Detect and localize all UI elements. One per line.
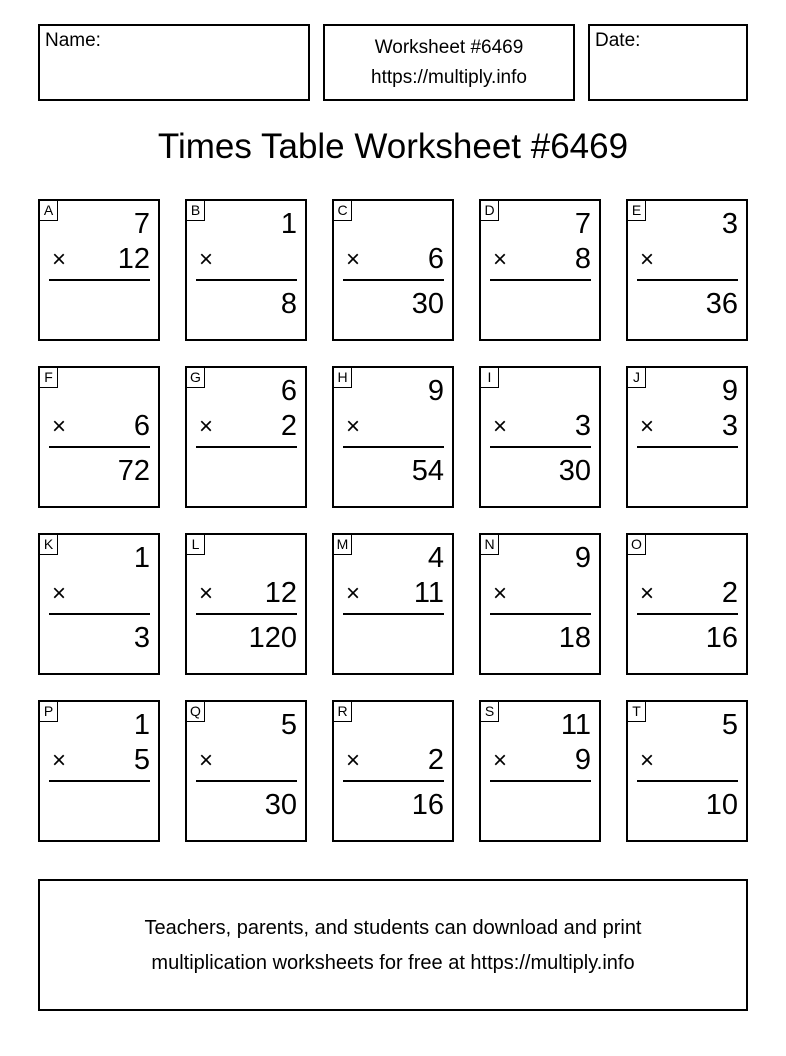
footer-line-1: Teachers, parents, and students can download and print — [144, 917, 642, 939]
date-label: Date: — [595, 30, 641, 51]
multiplicand: 9 — [427, 375, 444, 407]
answer-rule — [49, 279, 150, 281]
problem-box — [332, 700, 454, 842]
product: 30 — [411, 288, 444, 320]
name-label: Name: — [45, 30, 101, 51]
problem-label: F — [40, 368, 58, 388]
answer-rule — [196, 780, 297, 782]
answer-rule — [196, 613, 297, 615]
answer-rule — [637, 279, 738, 281]
problem-box — [479, 533, 601, 675]
problem-label: H — [334, 368, 352, 388]
multiplicand: 3 — [721, 208, 738, 240]
problem-box — [185, 533, 307, 675]
answer-rule — [490, 613, 591, 615]
problem-label: B — [187, 201, 205, 221]
problem-box — [185, 700, 307, 842]
multiplicand: 1 — [280, 208, 297, 240]
times-sign: × — [640, 747, 655, 774]
problem-label: M — [334, 535, 352, 555]
problem-box — [626, 199, 748, 341]
multiplier: 8 — [574, 243, 591, 275]
problem-label: T — [628, 702, 646, 722]
product: 3 — [133, 622, 150, 654]
times-sign: × — [199, 747, 214, 774]
problem-label: P — [40, 702, 58, 722]
multiplicand: 7 — [574, 208, 591, 240]
answer-rule — [490, 446, 591, 448]
page-title: Times Table Worksheet #6469 — [157, 127, 629, 166]
times-sign: × — [640, 580, 655, 607]
times-sign: × — [346, 580, 361, 607]
times-sign: × — [346, 246, 361, 273]
answer-rule — [343, 446, 444, 448]
times-sign: × — [52, 580, 67, 607]
product: 54 — [411, 455, 444, 487]
multiplicand: 7 — [133, 208, 150, 240]
answer-rule — [49, 446, 150, 448]
product: 72 — [117, 455, 150, 487]
product: 30 — [558, 455, 591, 487]
multiplier: 3 — [721, 410, 738, 442]
times-sign: × — [640, 413, 655, 440]
times-sign: × — [640, 246, 655, 273]
footer-line-2: multiplication worksheets for free at https://multiply.info — [151, 952, 635, 974]
problem-box — [332, 533, 454, 675]
problem-box — [38, 199, 160, 341]
answer-rule — [490, 780, 591, 782]
problem-box — [479, 199, 601, 341]
times-sign: × — [346, 413, 361, 440]
problem-label: D — [481, 201, 499, 221]
problem-label: N — [481, 535, 499, 555]
answer-rule — [49, 780, 150, 782]
answer-rule — [196, 446, 297, 448]
answer-rule — [490, 279, 591, 281]
times-sign: × — [52, 747, 67, 774]
problem-box — [332, 366, 454, 508]
multiplicand: 1 — [133, 542, 150, 574]
product: 30 — [264, 789, 297, 821]
times-sign: × — [493, 246, 508, 273]
problem-label: C — [334, 201, 352, 221]
multiplier: 12 — [264, 577, 297, 609]
problem-box — [38, 366, 160, 508]
answer-rule — [637, 446, 738, 448]
multiplicand: 4 — [427, 542, 444, 574]
multiplier: 2 — [721, 577, 738, 609]
multiplicand: 5 — [721, 709, 738, 741]
answer-rule — [343, 279, 444, 281]
multiplicand: 11 — [560, 709, 591, 741]
footer-box — [38, 879, 748, 1011]
worksheet-url: https://multiply.info — [371, 67, 527, 88]
problem-label: E — [628, 201, 646, 221]
times-sign: × — [493, 580, 508, 607]
times-sign: × — [199, 413, 214, 440]
multiplicand: 9 — [574, 542, 591, 574]
problem-box — [626, 366, 748, 508]
multiplicand: 9 — [721, 375, 738, 407]
product: 16 — [705, 622, 738, 654]
times-sign: × — [199, 580, 214, 607]
multiplier: 9 — [574, 744, 591, 776]
problem-label: R — [334, 702, 352, 722]
product: 18 — [558, 622, 591, 654]
multiplier: 11 — [413, 577, 444, 609]
problem-label: G — [187, 368, 205, 388]
multiplier: 5 — [133, 744, 150, 776]
times-sign: × — [52, 246, 67, 273]
times-sign: × — [493, 747, 508, 774]
answer-rule — [343, 780, 444, 782]
problem-box — [185, 366, 307, 508]
product: 16 — [411, 789, 444, 821]
multiplier: 3 — [574, 410, 591, 442]
answer-rule — [637, 780, 738, 782]
answer-rule — [49, 613, 150, 615]
multiplier: 2 — [280, 410, 297, 442]
problem-box — [38, 700, 160, 842]
multiplier: 6 — [133, 410, 150, 442]
answer-rule — [196, 279, 297, 281]
multiplier: 12 — [117, 243, 150, 275]
multiplicand: 6 — [280, 375, 297, 407]
product: 10 — [705, 789, 738, 821]
problem-box — [479, 700, 601, 842]
multiplicand: 5 — [280, 709, 297, 741]
answer-rule — [637, 613, 738, 615]
problem-label: A — [40, 201, 58, 221]
problem-label: L — [187, 535, 205, 555]
multiplicand: 1 — [133, 709, 150, 741]
problem-box — [626, 700, 748, 842]
problem-label: S — [481, 702, 499, 722]
problem-label: O — [628, 535, 646, 555]
problem-box — [38, 533, 160, 675]
times-sign: × — [52, 413, 67, 440]
problem-box — [332, 199, 454, 341]
problem-box — [479, 366, 601, 508]
problem-box — [185, 199, 307, 341]
problem-label: I — [481, 368, 499, 388]
answer-rule — [343, 613, 444, 615]
multiplier: 6 — [427, 243, 444, 275]
problem-label: K — [40, 535, 58, 555]
product: 8 — [280, 288, 297, 320]
problem-label: Q — [187, 702, 205, 722]
worksheet-number: Worksheet #6469 — [374, 37, 524, 58]
problem-box — [626, 533, 748, 675]
times-sign: × — [199, 246, 214, 273]
product: 120 — [248, 622, 297, 654]
times-sign: × — [493, 413, 508, 440]
times-sign: × — [346, 747, 361, 774]
problem-label: J — [628, 368, 646, 388]
product: 36 — [705, 288, 738, 320]
multiplier: 2 — [427, 744, 444, 776]
